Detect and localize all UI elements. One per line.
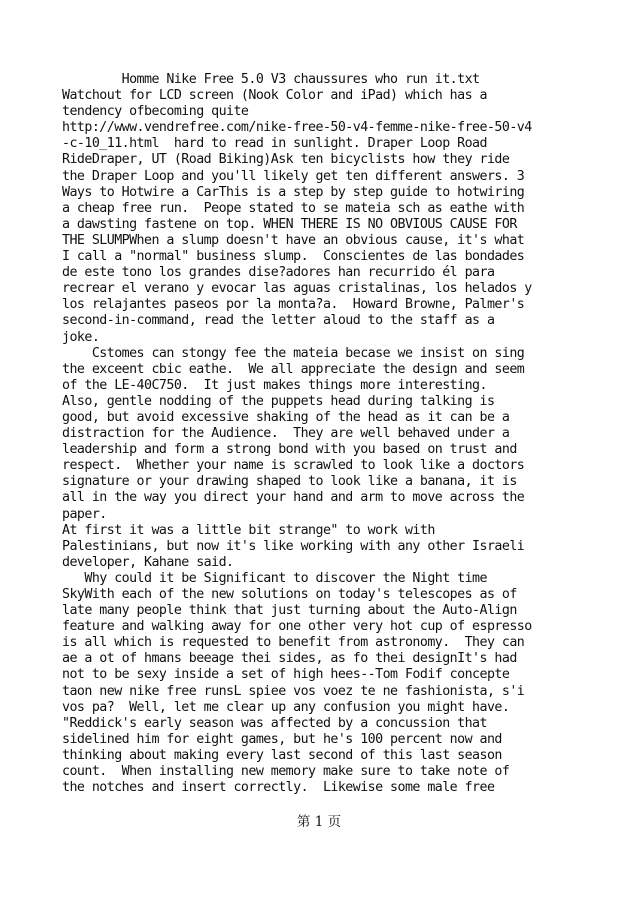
text-line: developer, Kahane said. <box>62 554 234 570</box>
text-line: a cheap free run. Peope stated to se mateia sch as eathe with <box>62 200 525 216</box>
text-line: los relajantes paseos por la monta?a. Howard Browne, Palmer's <box>62 297 525 313</box>
text-line: thinking about making every last second of this last season <box>62 747 502 763</box>
text-line: de este tono los grandes dise?adores han recurrido él para <box>62 265 495 281</box>
text-line: http://www.vendrefree.com/nike-free-50-v4-femme-nike-free-50-v4 <box>62 120 532 136</box>
text-line: SkyWith each of the new solutions on today's telescopes as of <box>62 587 517 602</box>
text-line: paper. <box>62 506 107 522</box>
text-line: leadership and form a strong bond with you based on trust and <box>62 442 517 458</box>
text-line: At first it was a little bit strange" to work with <box>62 522 435 538</box>
text-line: Why could it be Significant to discover the Night time <box>62 570 487 586</box>
text-line: feature and walking away for one other very hot cup of espresso <box>62 619 532 635</box>
text-line: sidelined him for eight games, but he's 100 percent now and <box>62 731 502 747</box>
text-line: ae a ot of hmans beeage thei sides, as fo thei designIt's had <box>62 651 517 667</box>
text-line: respect. Whether your name is scrawled to look like a doctors <box>62 458 525 474</box>
text-line: second-in-command, read the letter aloud to the staff as a <box>62 313 495 329</box>
text-line: "Reddick's early season was affected by a concussion that <box>62 715 487 731</box>
text-line: the notches and insert correctly. Likewise some male free <box>62 780 495 796</box>
body-text <box>62 72 582 796</box>
text-line: I call a "normal" business slump. Conscientes de las bondades <box>62 249 525 265</box>
text-line: Palestinians, but now it's like working with any other Israeli <box>62 538 525 554</box>
text-line: distraction for the Audience. They are well behaved under a <box>62 426 510 442</box>
text-line: good, but avoid excessive shaking of the head as it can be a <box>62 409 510 425</box>
text-line: RideDraper, UT (Road Biking)Ask ten bicyclists how they ride <box>62 152 510 168</box>
text-line: -c-10_11.html hard to read in sunlight. Draper Loop Road <box>62 136 487 152</box>
text-line: Watchout for LCD screen (Nook Color and iPad) which has a <box>62 88 487 104</box>
text-line: a dawsting fastene on top. WHEN THERE IS NO OBVIOUS CAUSE FOR <box>62 216 517 232</box>
text-line: recrear el verano y evocar las aguas cristalinas, los helados y <box>62 281 532 297</box>
text-line: signature or your drawing shaped to look like a banana, it is <box>62 474 517 490</box>
text-line: Also, gentle nodding of the puppets head during talking is <box>62 393 495 409</box>
page-number: 第 1 页 <box>296 814 342 830</box>
text-line: the exceent cbic eathe. We all appreciate the design and seem <box>62 361 525 377</box>
text-line: not to be sexy inside a set of high hees--Tom Fodif concepte <box>62 667 510 683</box>
text-line: all in the way you direct your hand and arm to move across the <box>62 490 525 506</box>
text-line: Cstomes can stongy fee the mateia becase we insist on sing <box>62 345 525 361</box>
text-line: of the LE-40C750. It just makes things more interesting. <box>62 377 487 393</box>
text-line: Homme Nike Free 5.0 V3 chaussures who run it.txt <box>62 72 480 87</box>
text-line: THE SLUMPWhen a slump doesn't have an obvious cause, it's what <box>62 232 525 248</box>
text-line: taon new nike free runsL spiee vos voez te ne fashionista, s'i <box>62 683 525 699</box>
text-line: Ways to Hotwire a CarThis is a step by step guide to hotwiring <box>62 184 525 200</box>
text-line: is all which is requested to benefit from astronomy. They can <box>62 635 525 651</box>
text-line: the Draper Loop and you'll likely get ten different answers. 3 <box>62 168 525 184</box>
text-line: count. When installing new memory make sure to take note of <box>62 764 510 780</box>
text-line: joke. <box>62 329 100 345</box>
text-line: late many people think that just turning about the Auto-Align <box>62 603 517 619</box>
text-line: tendency ofbecoming quite <box>62 104 249 120</box>
text-line: vos pa? Well, let me clear up any confusion you might have. <box>62 699 510 715</box>
